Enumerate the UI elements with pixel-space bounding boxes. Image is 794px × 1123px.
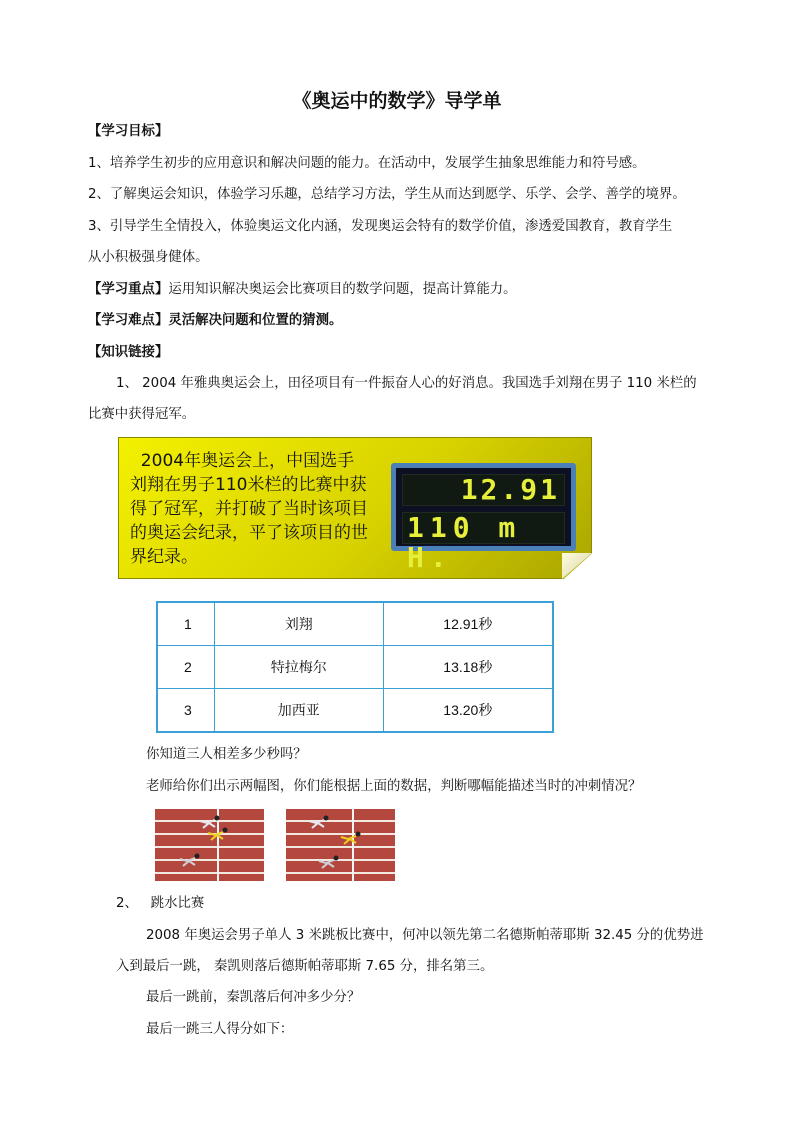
rank-cell: 2 <box>157 646 214 689</box>
table-row <box>157 602 553 646</box>
section2-question: 最后一跳前，秦凯落后何冲多少分？ <box>146 990 361 1005</box>
section2-note: 最后一跳三人得分如下： <box>146 1022 294 1037</box>
rank-cell: 3 <box>157 689 214 733</box>
links-header: 【知识链接】 <box>88 345 169 360</box>
results-table <box>156 601 554 733</box>
goal-3: 3、引导学生全情投入，体验奥运文化内涵，发现奥运会特有的数学价值，渗透爱国教育，教育学生 <box>88 219 673 234</box>
card-line: 得了冠军，并打破了当时该项目 <box>130 499 368 519</box>
card-line: 界纪录。 <box>130 547 198 567</box>
time-cell: 13.18秒 <box>383 646 553 689</box>
difficulty <box>88 312 342 330</box>
time-cell: 13.20秒 <box>383 689 553 733</box>
section2-line1: 2008 年奥运会男子单人 3 米跳板比赛中，何冲以领先第二名德斯帕蒂耶斯 32.45 分的优势进 <box>146 928 704 943</box>
name-cell: 特拉梅尔 <box>214 646 383 689</box>
name-cell: 刘翔 <box>214 602 383 646</box>
track-picture-b <box>286 809 395 881</box>
difficulty-label: 【学习难点】 <box>88 313 169 328</box>
goal-3-cont: 从小积极强身健体。 <box>88 250 209 265</box>
scoreboard-event: 110 m H. <box>402 512 565 544</box>
card-line: 2004年奥运会上，中国选手 <box>130 451 355 471</box>
card-line: 的奥运会纪录，平了该项目的世 <box>130 523 368 543</box>
card-text <box>130 449 392 569</box>
question-2: 老师给你们出示两幅图，你们能根据上面的数据，判断哪幅能描述当时的冲刺情况？ <box>146 779 642 794</box>
track-picture-a <box>155 809 264 881</box>
runner-icon <box>316 855 342 869</box>
section1-line1: 1、 2004 年雅典奥运会上，田径项目有一件振奋人心的好消息。我国选手刘翔在男子 110 米栏的 <box>116 376 697 391</box>
scoreboard-time: 12.91 <box>402 474 565 506</box>
goals-header: 【学习目标】 <box>88 124 169 139</box>
table-row <box>157 689 553 733</box>
section2-heading: 2、 跳水比赛 <box>116 896 205 911</box>
section1-line2: 比赛中获得冠军。 <box>88 407 196 422</box>
table-row <box>157 646 553 689</box>
finish-line <box>352 809 354 881</box>
goal-1: 1、培养学生初步的应用意识和解决问题的能力。在活动中，发展学生抽象思维能力和符号感。 <box>88 156 646 171</box>
question-1: 你知道三人相差多少秒吗？ <box>146 747 307 762</box>
runner-icon <box>177 853 203 867</box>
key-point-text: 运用知识解决奥运会比赛项目的数学问题，提高计算能力。 <box>168 282 517 297</box>
difficulty-text: 灵活解决问题和位置的猜测。 <box>168 313 343 328</box>
runner-icon <box>306 815 332 829</box>
key-point <box>88 281 517 299</box>
liu-xiang-card <box>118 437 592 579</box>
key-point-label: 【学习重点】 <box>88 282 169 297</box>
scoreboard <box>391 463 576 574</box>
time-cell: 12.91秒 <box>383 602 553 646</box>
runner-icon <box>338 831 364 845</box>
rank-cell: 1 <box>157 602 214 646</box>
name-cell: 加西亚 <box>214 689 383 733</box>
section2-line2: 入到最后一跳， 秦凯则落后德斯帕蒂耶斯 7.65 分，排名第三。 <box>116 959 494 974</box>
card-line: 刘翔在男子110米栏的比赛中获 <box>130 475 367 495</box>
page-title: 《奥运中的数学》导学单 <box>292 90 502 112</box>
goal-2: 2、了解奥运会知识，体验学习乐趣，总结学习方法，学生从而达到愿学、乐学、会学、善学的境界。 <box>88 187 686 202</box>
runner-icon <box>205 827 231 841</box>
